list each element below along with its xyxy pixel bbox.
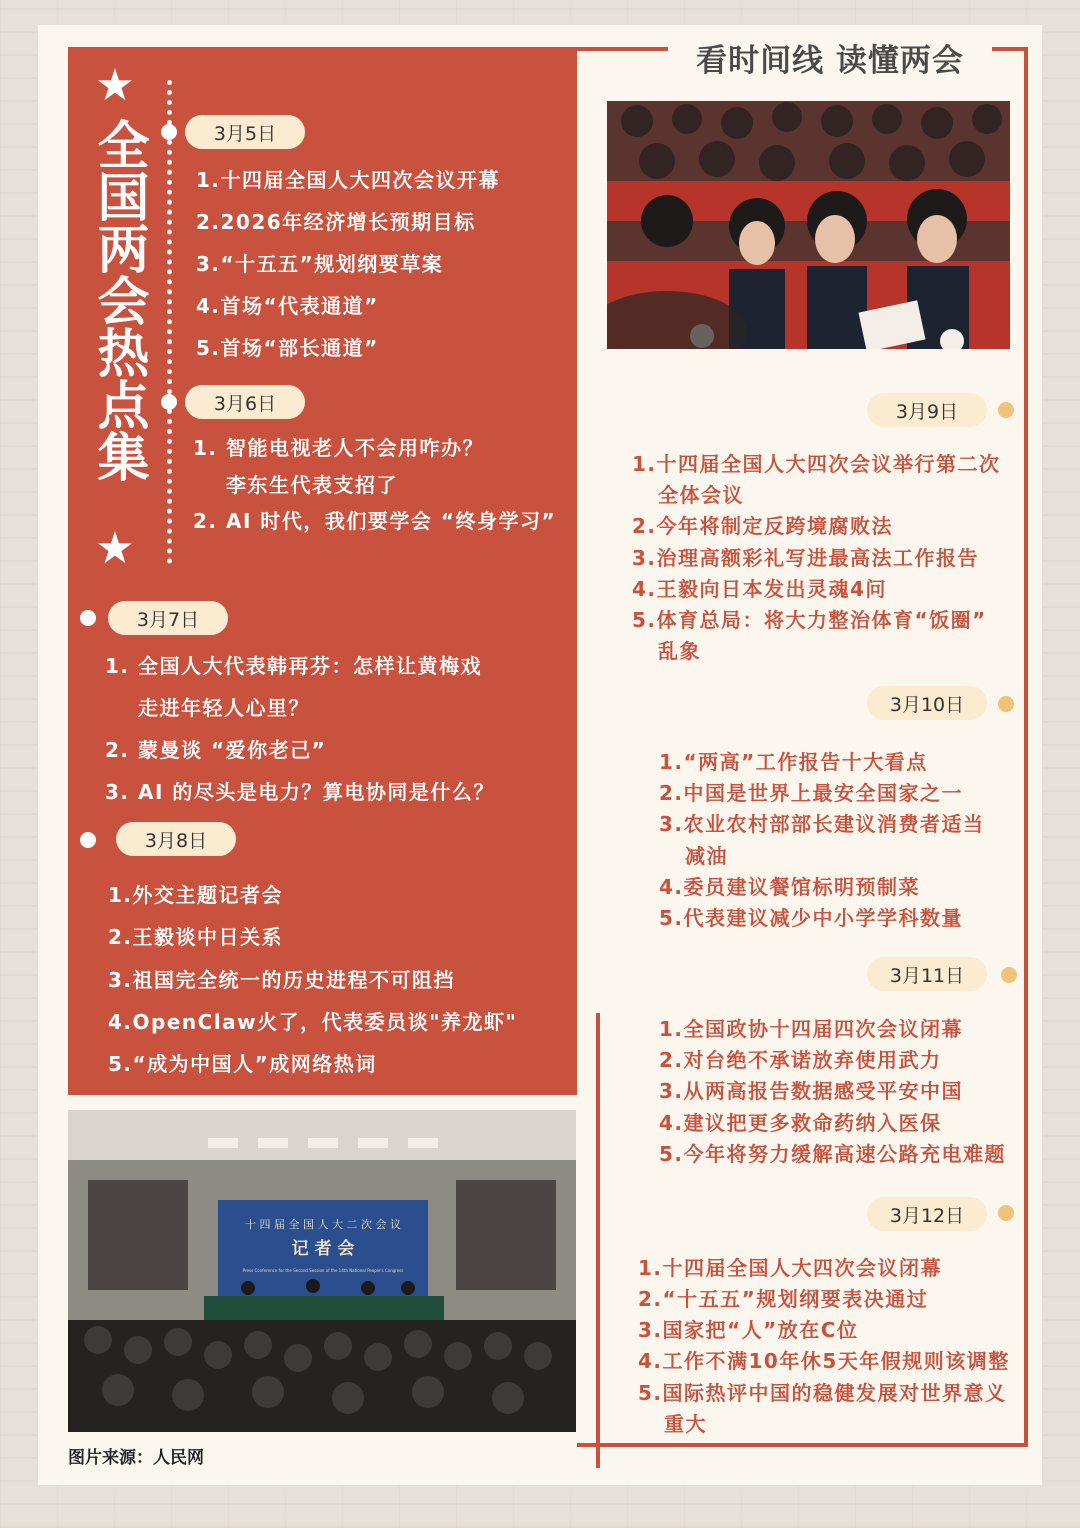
frame-line-right — [1024, 47, 1028, 1447]
list-item: 5.国际热评中国的稳健发展对世界意义 — [638, 1381, 1007, 1405]
list-item: 5.首场“部长通道” — [196, 336, 379, 360]
list-item: 2.“十五五”规划纲要表决通过 — [638, 1287, 929, 1311]
date-pill-3-10: 3月10日 — [867, 686, 987, 720]
delegates-photo — [607, 101, 1010, 349]
date-pill-3-9: 3月9日 — [867, 393, 987, 427]
list-item: 2.今年将制定反跨境腐败法 — [632, 514, 894, 538]
list-item: 3.从两高报告数据感受平安中国 — [659, 1079, 964, 1103]
list-item: 3.“十五五”规划纲要草案 — [196, 252, 444, 276]
list-item: 4.委员建议餐馆标明预制菜 — [659, 875, 921, 899]
timeline-dot — [80, 610, 96, 626]
list-item: 4.OpenClaw火了，代表委员谈"养龙虾" — [108, 1010, 518, 1034]
list-item: 2. 蒙曼谈 “爱你老己” — [105, 738, 327, 762]
star-icon: ★ — [95, 523, 135, 574]
date-pill-3-5: 3月5日 — [185, 115, 305, 149]
list-item: 4.工作不满10年休5天年假规则该调整 — [638, 1349, 1010, 1373]
list-item: 4.建议把更多救命药纳入医保 — [659, 1111, 942, 1135]
list-item: 1.十四届全国人大四次会议闭幕 — [638, 1256, 943, 1280]
list-item: 减油 — [685, 844, 728, 868]
list-item: 2.王毅谈中日关系 — [108, 925, 284, 949]
timeline-dot — [998, 696, 1014, 712]
list-item: 1.十四届全国人大四次会议举行第二次 — [632, 452, 1001, 476]
list-item: 5.今年将努力缓解高速公路充电难题 — [659, 1142, 1007, 1166]
list-item: 全体会议 — [658, 483, 744, 507]
list-item: 1.外交主题记者会 — [108, 883, 284, 907]
date-pill-3-7: 3月7日 — [108, 601, 228, 635]
list-item: 3.农业农村部部长建议消费者适当 — [659, 812, 985, 836]
list-item: 1.十四届全国人大四次会议开幕 — [196, 168, 501, 192]
vertical-title: 全国两会热点集 — [88, 118, 149, 482]
list-item: 5.体育总局：将大力整治体育“饭圈” — [632, 608, 987, 632]
list-item: 1. 全国人大代表韩再芬：怎样让黄梅戏 — [105, 654, 482, 678]
list-item: 3. AI 的尽头是电力？算电协同是什么？ — [105, 780, 495, 804]
timeline-dot — [998, 402, 1014, 418]
list-item: 2. AI 时代，我们要学会 “终身学习” — [193, 509, 557, 533]
banner-line-1: 十 四 届 全 国 人 大 二 次 会 议 — [245, 1218, 401, 1231]
timeline-dotted-line — [167, 80, 172, 564]
list-item: 2.2026年经济增长预期目标 — [196, 210, 476, 234]
banner-line-3: Press Conference for the Second Session of the 14th National People's Congress — [242, 1268, 404, 1273]
timeline-dot — [998, 1205, 1014, 1221]
star-icon: ★ — [95, 60, 135, 111]
list-item: 5.“成为中国人”成网络热词 — [108, 1052, 377, 1076]
date-pill-3-12: 3月12日 — [867, 1197, 987, 1231]
timeline-dot — [80, 832, 96, 848]
list-item: 3.祖国完全统一的历史进程不可阻挡 — [108, 968, 456, 992]
list-item: 4.王毅向日本发出灵魂4问 — [632, 577, 887, 601]
list-item: 李东生代表支招了 — [226, 473, 398, 497]
list-item: 2.对台绝不承诺放弃使用武力 — [659, 1048, 942, 1072]
list-item: 1.全国政协十四届四次会议闭幕 — [659, 1017, 964, 1041]
delegates-photo-graphic — [607, 101, 1010, 349]
list-item: 5.代表建议减少中小学学科数量 — [659, 906, 964, 930]
list-item: 重大 — [664, 1412, 707, 1436]
list-item: 3.国家把“人”放在C位 — [638, 1318, 859, 1342]
list-item: 4.首场“代表通道” — [196, 294, 379, 318]
list-item: 1. 智能电视老人不会用咋办？ — [193, 436, 484, 460]
frame-line-left — [596, 1013, 600, 1468]
list-item: 走进年轻人心里？ — [138, 696, 310, 720]
press-conference-photo — [68, 1110, 576, 1432]
date-pill-3-11: 3月11日 — [867, 957, 987, 991]
date-pill-3-6: 3月6日 — [185, 385, 305, 419]
list-item: 2.中国是世界上最安全国家之一 — [659, 781, 964, 805]
list-item: 1.“两高”工作报告十大看点 — [659, 750, 928, 774]
list-item: 乱象 — [658, 639, 701, 663]
frame-line-bottom — [577, 1443, 1028, 1447]
list-item: 3.治理高额彩礼写进最高法工作报告 — [632, 546, 980, 570]
date-pill-3-8: 3月8日 — [116, 822, 236, 856]
timeline-dot — [161, 124, 177, 140]
timeline-dot — [1001, 967, 1017, 983]
banner-title: 看时间线 读懂两会 — [668, 32, 992, 82]
image-source-caption: 图片来源：人民网 — [68, 1448, 204, 1468]
press-conference-graphic — [68, 1110, 576, 1432]
banner-line-2: 记 者 会 — [291, 1239, 355, 1259]
timeline-dot — [161, 394, 177, 410]
